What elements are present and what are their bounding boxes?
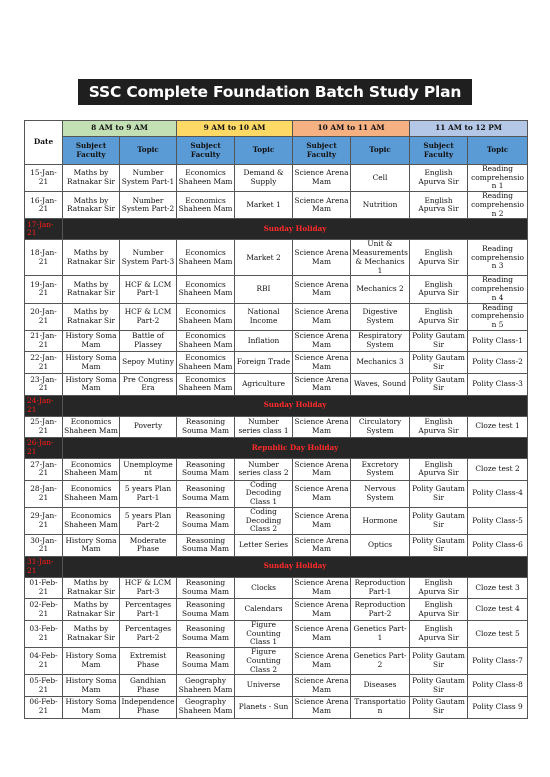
- topic-cell: Figure Counting Class 1: [235, 620, 293, 647]
- subject-faculty-cell: Economics Shaheen Mam: [177, 303, 235, 330]
- subject-faculty-cell: History Soma Mam: [63, 675, 120, 697]
- subject-faculty-cell: Reasoning Souma Mam: [177, 480, 235, 507]
- schedule-row: [25, 240, 528, 276]
- holiday-row: [25, 395, 528, 416]
- date-cell: 04-Feb-21: [25, 648, 63, 675]
- topic-cell: Figure Counting Class 2: [235, 648, 293, 675]
- schedule-row: [25, 620, 528, 647]
- topic-cell: Genetics Part-1: [351, 620, 410, 647]
- topic-cell: Reading comprehension 5: [468, 303, 528, 330]
- subject-faculty-cell: Maths by Ratnakar Sir: [63, 599, 120, 621]
- topic-cell: Mechanics 3: [351, 352, 410, 374]
- subject-faculty-cell: Geography Shaheen Mam: [177, 675, 235, 697]
- date-cell: 16-Jan-21: [25, 192, 63, 219]
- topic-cell: Mechanics 2: [351, 276, 410, 303]
- schedule-row: [25, 648, 528, 675]
- topic-cell: Inflation: [235, 330, 293, 352]
- subject-faculty-cell: Maths by Ratnakar Sir: [63, 192, 120, 219]
- subject-faculty-cell: Science Arena Mam: [293, 165, 351, 192]
- time-slot-header: 10 AM to 11 AM: [293, 121, 410, 137]
- subject-faculty-cell: Science Arena Mam: [293, 599, 351, 621]
- subject-faculty-cell: English Apurva Sir: [410, 599, 468, 621]
- time-slot-header: 11 AM to 12 PM: [410, 121, 528, 137]
- date-column-header: Date: [25, 121, 63, 165]
- schedule-row: [25, 352, 528, 374]
- topic-cell: Poverty: [120, 416, 177, 438]
- subject-faculty-cell: English Apurva Sir: [410, 240, 468, 276]
- topic-cell: Polity Class 9: [468, 696, 528, 718]
- schedule-row: [25, 480, 528, 507]
- subject-faculty-cell: Polity Gautam Sir: [410, 352, 468, 374]
- schedule-row: [25, 303, 528, 330]
- topic-cell: Pre Congress Era: [120, 373, 177, 395]
- subject-faculty-cell: Science Arena Mam: [293, 330, 351, 352]
- date-cell: 18-Jan-21: [25, 240, 63, 276]
- holiday-label: Sunday Holiday: [63, 395, 528, 416]
- topic-cell: Genetics Part-2: [351, 648, 410, 675]
- date-cell: 02-Feb-21: [25, 599, 63, 621]
- subject-faculty-cell: History Soma Mam: [63, 352, 120, 374]
- date-cell: 17-Jan-21: [25, 219, 63, 240]
- topic-cell: Cloze test 5: [468, 620, 528, 647]
- date-cell: 22-Jan-21: [25, 352, 63, 374]
- subject-faculty-cell: Reasoning Souma Mam: [177, 648, 235, 675]
- topic-cell: Gandhian Phase: [120, 675, 177, 697]
- schedule-row: [25, 276, 528, 303]
- topic-cell: Battle of Plassey: [120, 330, 177, 352]
- topic-header: Topic: [120, 137, 177, 165]
- subject-faculty-cell: History Soma Mam: [63, 648, 120, 675]
- subject-faculty-cell: Polity Gautam Sir: [410, 480, 468, 507]
- topic-cell: Cloze test 1: [468, 416, 528, 438]
- topic-cell: Polity Class-8: [468, 675, 528, 697]
- date-cell: 24-Jan-21: [25, 395, 63, 416]
- schedule-row: [25, 330, 528, 352]
- subject-faculty-cell: Reasoning Souma Mam: [177, 599, 235, 621]
- date-cell: 03-Feb-21: [25, 620, 63, 647]
- subject-faculty-cell: Economics Shaheen Mam: [63, 459, 120, 481]
- date-cell: 23-Jan-21: [25, 373, 63, 395]
- subject-faculty-cell: Economics Shaheen Mam: [63, 507, 120, 534]
- topic-cell: Percentages Part-2: [120, 620, 177, 647]
- subject-faculty-cell: History Soma Mam: [63, 535, 120, 557]
- subject-faculty-cell: Reasoning Souma Mam: [177, 535, 235, 557]
- date-cell: 28-Jan-21: [25, 480, 63, 507]
- date-cell: 26-Jan-21: [25, 438, 63, 459]
- subject-faculty-cell: English Apurva Sir: [410, 192, 468, 219]
- topic-cell: Demand & Supply: [235, 165, 293, 192]
- subject-faculty-cell: Science Arena Mam: [293, 459, 351, 481]
- topic-cell: Nutrition: [351, 192, 410, 219]
- topic-header: Topic: [468, 137, 528, 165]
- subject-faculty-cell: Science Arena Mam: [293, 507, 351, 534]
- topic-cell: Nervous System: [351, 480, 410, 507]
- topic-cell: Polity Class-6: [468, 535, 528, 557]
- subject-faculty-cell: Maths by Ratnakar Sir: [63, 276, 120, 303]
- date-cell: 25-Jan-21: [25, 416, 63, 438]
- topic-cell: Optics: [351, 535, 410, 557]
- subject-faculty-cell: Science Arena Mam: [293, 620, 351, 647]
- topic-cell: Unit & Measurements & Mechanics 1: [352, 239, 408, 275]
- date-cell: 21-Jan-21: [25, 330, 63, 352]
- study-plan-body: [25, 165, 528, 719]
- date-cell: 05-Feb-21: [25, 675, 63, 697]
- topic-cell: Market 2: [235, 240, 293, 276]
- schedule-row: [25, 416, 528, 438]
- schedule-row: [25, 599, 528, 621]
- subject-faculty-cell: Polity Gautam Sir: [410, 507, 468, 534]
- topic-cell: HCF & LCM Part-2: [120, 303, 177, 330]
- subject-faculty-cell: English Apurva Sir: [410, 459, 468, 481]
- subject-faculty-cell: Science Arena Mam: [293, 480, 351, 507]
- subject-faculty-cell: Reasoning Souma Mam: [177, 577, 235, 599]
- time-slot-header: 8 AM to 9 AM: [63, 121, 177, 137]
- topic-cell: Letter Series: [235, 535, 293, 557]
- topic-cell: 5 years Plan Part-1: [120, 480, 177, 507]
- topic-cell: Clocks: [235, 577, 293, 599]
- schedule-row: [25, 373, 528, 395]
- topic-cell: Universe: [235, 675, 293, 697]
- subject-faculty-cell: Maths by Ratnakar Sir: [63, 240, 120, 276]
- subject-faculty-cell: Polity Gautam Sir: [410, 696, 468, 718]
- subject-faculty-cell: Economics Shaheen Mam: [177, 352, 235, 374]
- subject-faculty-cell: Science Arena Mam: [293, 416, 351, 438]
- subject-faculty-cell: Reasoning Souma Mam: [177, 459, 235, 481]
- time-slot-header-row: [25, 121, 528, 137]
- subject-faculty-cell: Polity Gautam Sir: [410, 330, 468, 352]
- subject-faculty-header: Subject Faculty: [293, 137, 351, 165]
- topic-cell: Polity Class-7: [468, 648, 528, 675]
- subject-faculty-cell: Maths by Ratnakar Sir: [63, 165, 120, 192]
- topic-cell: Number series class 2: [235, 459, 293, 481]
- subject-faculty-cell: Economics Shaheen Mam: [177, 373, 235, 395]
- subject-faculty-cell: Economics Shaheen Mam: [177, 165, 235, 192]
- column-subheader-row: [25, 137, 528, 165]
- topic-cell: Transportation: [351, 696, 410, 718]
- holiday-label: Republic Day Holiday: [63, 438, 528, 459]
- schedule-row: [25, 675, 528, 697]
- topic-cell: Reproduction Part-1: [351, 577, 410, 599]
- subject-faculty-cell: Economics Shaheen Mam: [63, 480, 120, 507]
- subject-faculty-cell: Science Arena Mam: [293, 276, 351, 303]
- subject-faculty-cell: Science Arena Mam: [293, 535, 351, 557]
- topic-cell: Hormone: [351, 507, 410, 534]
- topic-cell: Planets - Sun: [235, 696, 293, 718]
- subject-faculty-cell: Economics Shaheen Mam: [177, 240, 235, 276]
- date-cell: 31-Jan-21: [25, 556, 63, 577]
- subject-faculty-cell: Maths by Ratnakar Sir: [63, 303, 120, 330]
- schedule-row: [25, 165, 528, 192]
- topic-cell: Circulatory System: [351, 416, 410, 438]
- holiday-row: [25, 556, 528, 577]
- topic-cell: Cloze test 3: [468, 577, 528, 599]
- topic-cell: Independence Phase: [120, 696, 177, 718]
- study-plan-table: [24, 120, 528, 719]
- topic-cell: Number series class 1: [235, 416, 293, 438]
- date-cell: 27-Jan-21: [25, 459, 63, 481]
- topic-header: Topic: [351, 137, 410, 165]
- topic-cell: Calendars: [235, 599, 293, 621]
- topic-cell: Reproduction Part-2: [351, 599, 410, 621]
- schedule-row: [25, 507, 528, 534]
- topic-cell: Number System Part-3: [120, 240, 177, 276]
- subject-faculty-cell: Science Arena Mam: [293, 675, 351, 697]
- topic-cell: HCF & LCM Part-1: [120, 276, 177, 303]
- schedule-row: [25, 696, 528, 718]
- subject-faculty-cell: English Apurva Sir: [410, 416, 468, 438]
- date-cell: 15-Jan-21: [25, 165, 63, 192]
- subject-faculty-cell: Polity Gautam Sir: [410, 535, 468, 557]
- subject-faculty-cell: Geography Shaheen Mam: [177, 696, 235, 718]
- topic-cell: Reading comprehension 4: [468, 276, 528, 303]
- topic-cell: Cloze test 2: [468, 459, 528, 481]
- schedule-row: [25, 535, 528, 557]
- topic-cell: Moderate Phase: [120, 535, 177, 557]
- schedule-row: [25, 577, 528, 599]
- topic-cell: Excretory System: [351, 459, 410, 481]
- date-cell: 29-Jan-21: [25, 507, 63, 534]
- subject-faculty-cell: English Apurva Sir: [410, 620, 468, 647]
- subject-faculty-cell: Economics Shaheen Mam: [177, 276, 235, 303]
- subject-faculty-cell: Reasoning Souma Mam: [177, 620, 235, 647]
- topic-cell: Reading comprehension 1: [468, 165, 528, 192]
- subject-faculty-cell: Science Arena Mam: [293, 303, 351, 330]
- topic-cell: Respiratory System: [351, 330, 410, 352]
- subject-faculty-cell: Economics Shaheen Mam: [177, 330, 235, 352]
- time-slot-header: 9 AM to 10 AM: [177, 121, 293, 137]
- subject-faculty-cell: Science Arena Mam: [293, 192, 351, 219]
- topic-cell: Polity Class-1: [468, 330, 528, 352]
- topic-cell: Coding Decoding Class 1: [235, 480, 293, 507]
- topic-cell: Diseases: [351, 675, 410, 697]
- topic-cell: Polity Class-5: [468, 507, 528, 534]
- subject-faculty-cell: Science Arena Mam: [293, 696, 351, 718]
- topic-cell: Polity Class-2: [468, 352, 528, 374]
- topic-cell: National Income: [235, 303, 293, 330]
- topic-cell: HCF & LCM Part-3: [120, 577, 177, 599]
- page-title: SSC Complete Foundation Batch Study Plan: [78, 79, 472, 105]
- topic-cell: Reading comprehension 2: [468, 192, 528, 219]
- topic-cell: RBI: [235, 276, 293, 303]
- topic-cell: Unemployment: [120, 459, 177, 481]
- subject-faculty-cell: Science Arena Mam: [293, 373, 351, 395]
- subject-faculty-cell: Polity Gautam Sir: [410, 373, 468, 395]
- topic-cell: Percentages Part-1: [120, 599, 177, 621]
- topic-cell: Agriculture: [235, 373, 293, 395]
- subject-faculty-cell: Science Arena Mam: [293, 352, 351, 374]
- topic-cell: Polity Class-4: [468, 480, 528, 507]
- date-cell: 20-Jan-21: [25, 303, 63, 330]
- topic-header: Topic: [235, 137, 293, 165]
- date-cell: 30-Jan-21: [25, 535, 63, 557]
- subject-faculty-cell: Reasoning Souma Mam: [177, 507, 235, 534]
- holiday-row: [25, 438, 528, 459]
- subject-faculty-header: Subject Faculty: [177, 137, 235, 165]
- topic-cell: Sepoy Mutiny: [120, 352, 177, 374]
- subject-faculty-cell: Maths by Ratnakar Sir: [63, 620, 120, 647]
- subject-faculty-cell: Science Arena Mam: [293, 577, 351, 599]
- subject-faculty-cell: Polity Gautam Sir: [410, 675, 468, 697]
- topic-cell: Cell: [351, 165, 410, 192]
- topic-cell: Number System Part-2: [120, 192, 177, 219]
- subject-faculty-cell: Economics Shaheen Mam: [177, 192, 235, 219]
- topic-cell: Polity Class-3: [468, 373, 528, 395]
- subject-faculty-header: Subject Faculty: [63, 137, 120, 165]
- subject-faculty-cell: English Apurva Sir: [410, 165, 468, 192]
- holiday-label: Sunday Holiday: [63, 219, 528, 240]
- schedule-row: [25, 192, 528, 219]
- topic-cell: Waves, Sound: [351, 373, 410, 395]
- topic-cell: Extremist Phase: [120, 648, 177, 675]
- topic-cell: Number System Part-1: [120, 165, 177, 192]
- date-cell: 19-Jan-21: [25, 276, 63, 303]
- holiday-row: [25, 219, 528, 240]
- subject-faculty-header: Subject Faculty: [410, 137, 468, 165]
- topic-cell: Cloze test 4: [468, 599, 528, 621]
- topic-cell: Reading comprehension 3: [468, 240, 528, 276]
- subject-faculty-cell: Maths by Ratnakar Sir: [63, 577, 120, 599]
- topic-cell: Coding Decoding Class 2: [235, 507, 293, 534]
- subject-faculty-cell: Science Arena Mam: [293, 240, 351, 276]
- subject-faculty-cell: Reasoning Souma Mam: [177, 416, 235, 438]
- topic-cell: Foreign Trade: [235, 352, 293, 374]
- schedule-row: [25, 459, 528, 481]
- subject-faculty-cell: History Soma Mam: [63, 696, 120, 718]
- holiday-label: Sunday Holiday: [63, 556, 528, 577]
- topic-cell: Digestive System: [351, 303, 410, 330]
- date-cell: 06-Feb-21: [25, 696, 63, 718]
- subject-faculty-cell: History Soma Mam: [63, 330, 120, 352]
- subject-faculty-cell: Economics Shaheen Mam: [63, 416, 120, 438]
- subject-faculty-cell: History Soma Mam: [63, 373, 120, 395]
- subject-faculty-cell: English Apurva Sir: [410, 303, 468, 330]
- subject-faculty-cell: Science Arena Mam: [293, 648, 351, 675]
- subject-faculty-cell: Polity Gautam Sir: [410, 648, 468, 675]
- subject-faculty-cell: English Apurva Sir: [410, 577, 468, 599]
- subject-faculty-cell: English Apurva Sir: [410, 276, 468, 303]
- topic-cell: Market 1: [235, 192, 293, 219]
- topic-cell: 5 years Plan Part-2: [120, 507, 177, 534]
- date-cell: 01-Feb-21: [25, 577, 63, 599]
